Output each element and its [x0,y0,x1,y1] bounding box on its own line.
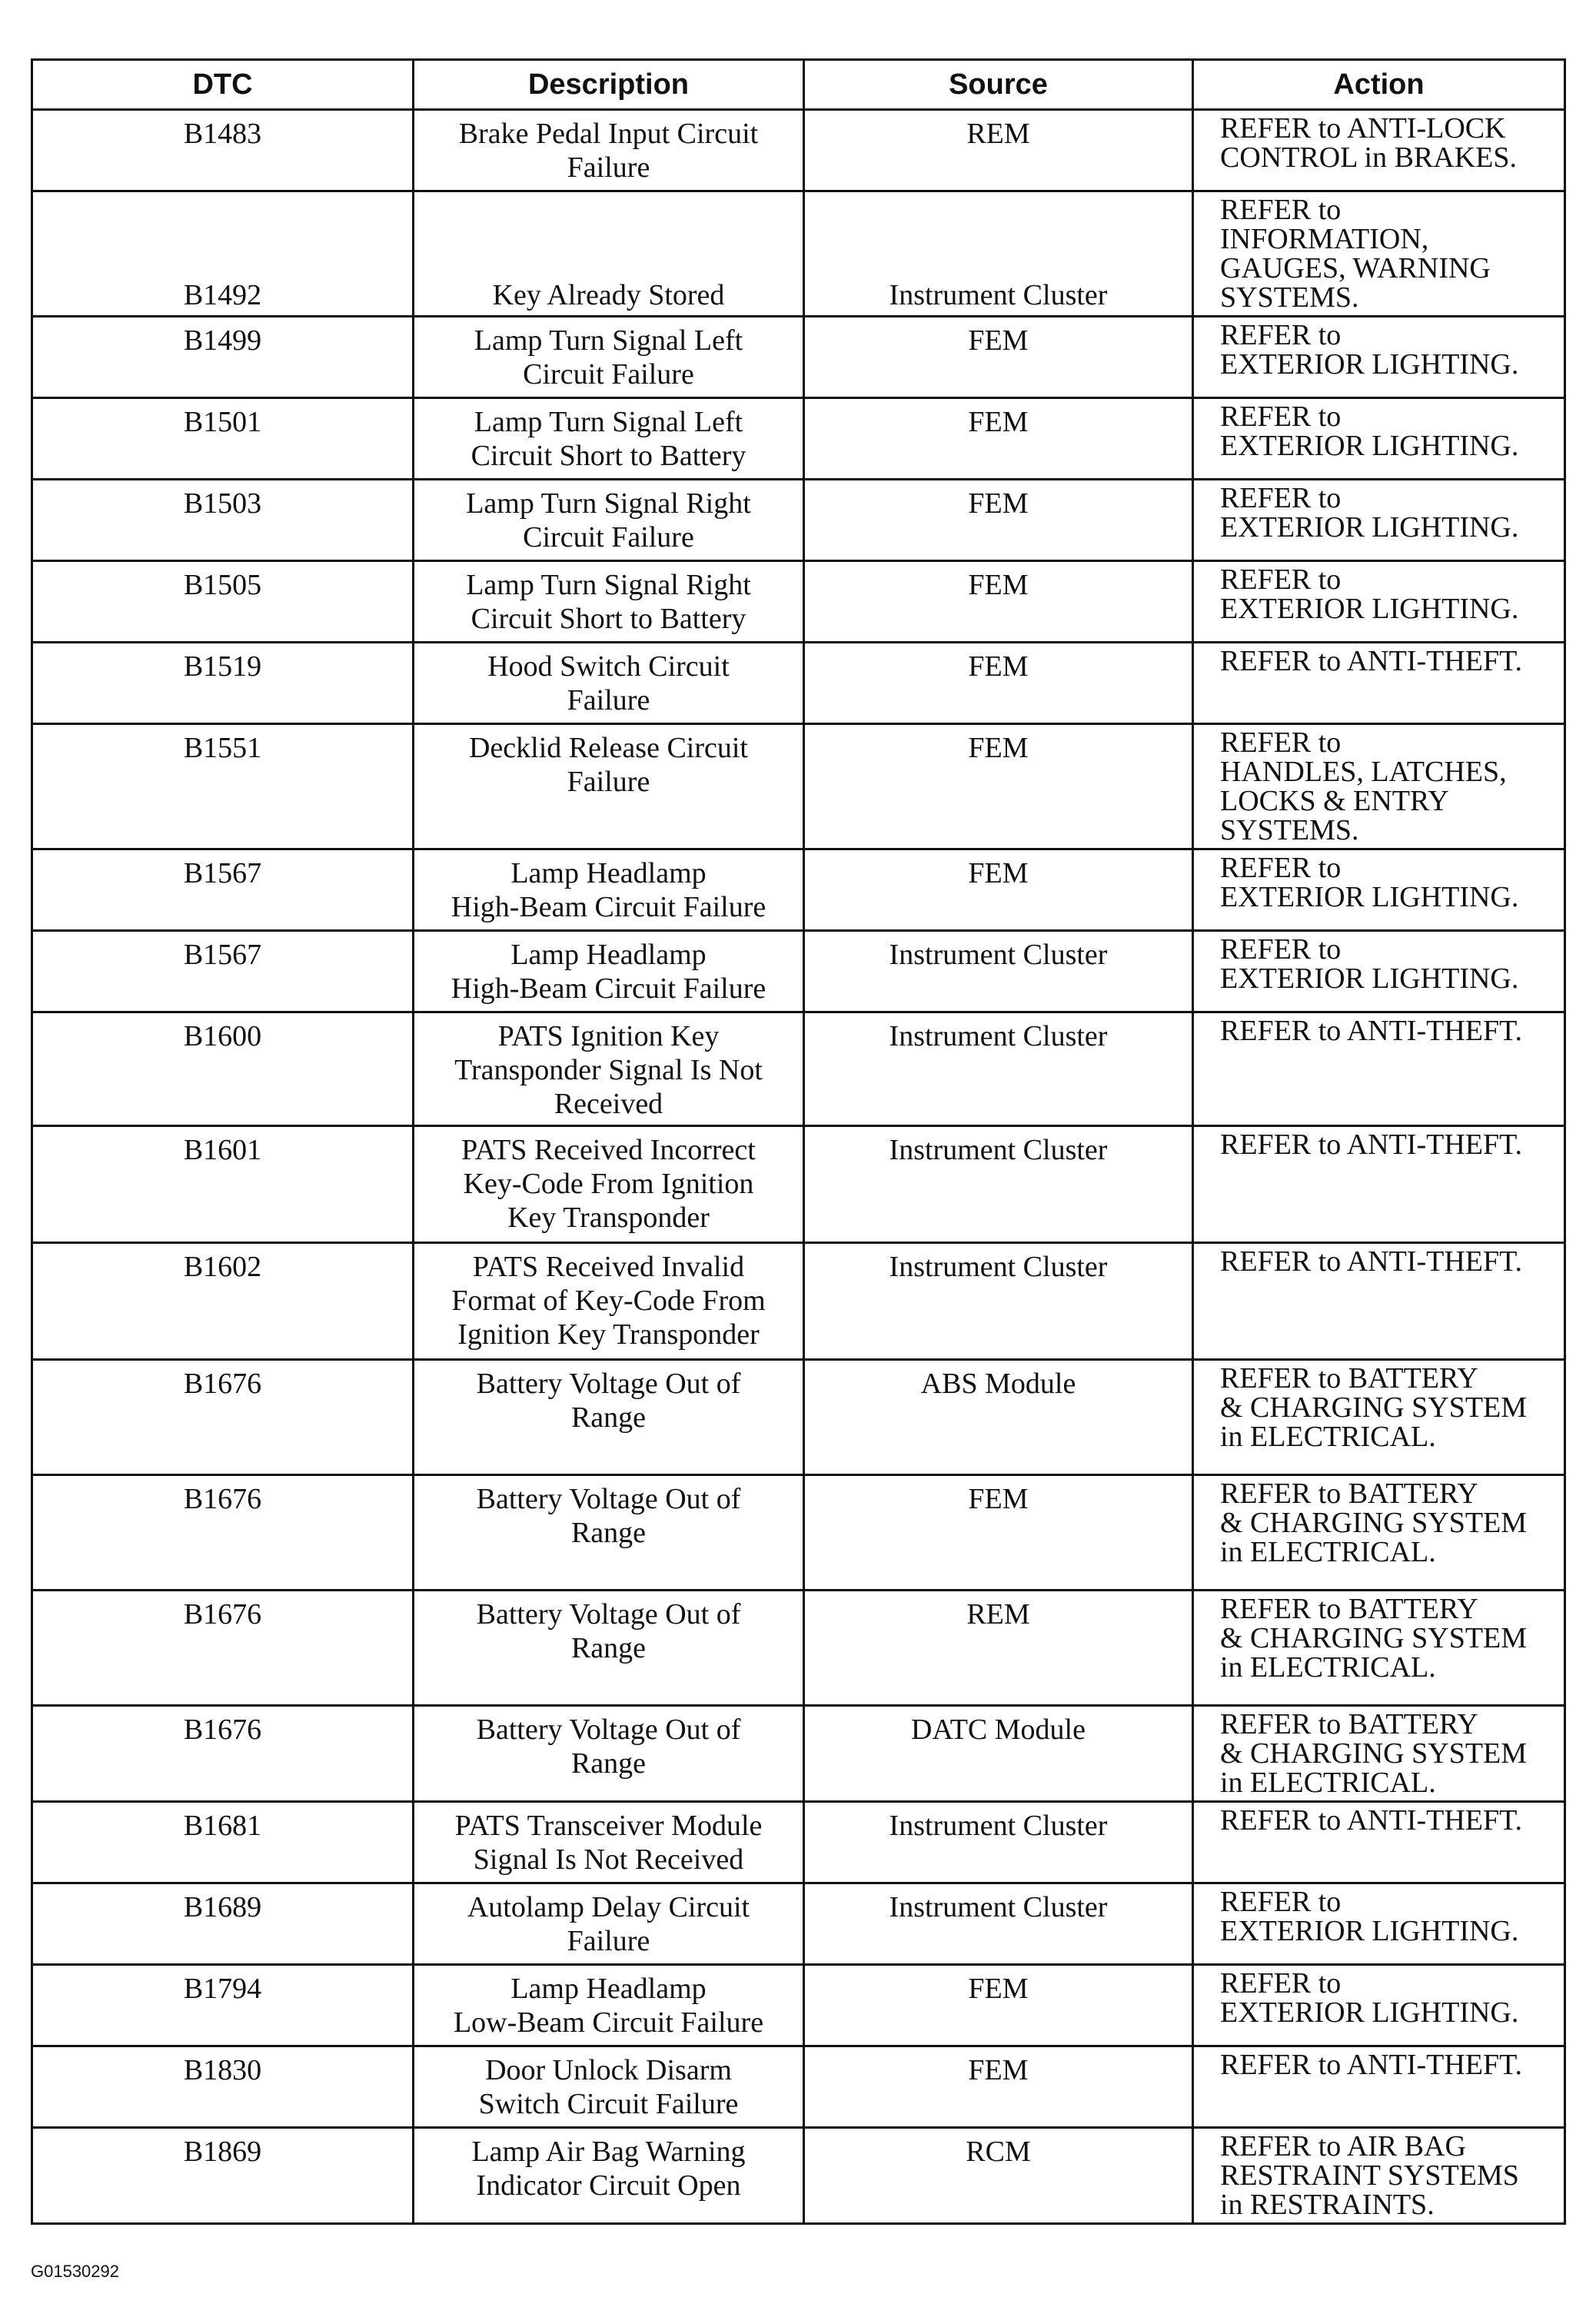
table-row [32,1706,1565,1802]
table-body [32,110,1565,2224]
description-cell [414,2128,804,2224]
dtc-cell: B1503 [32,480,414,561]
description-cell [414,1012,804,1126]
action-line: REFER to [1220,1886,1342,1918]
table-row [32,931,1565,1012]
action-line: REFER to [1220,1967,1342,2000]
description-cell [414,1360,804,1475]
action-line: SYSTEMS. [1220,281,1359,314]
table-row [32,849,1565,931]
action-line: in ELECTRICAL. [1220,1536,1436,1568]
description-cell [414,1591,804,1706]
description-cell [414,1883,804,1965]
dtc-cell: B1551 [32,724,414,849]
action-line: REFER to [1220,482,1342,514]
action-line: REFER to ANTI-THEFT. [1220,1015,1523,1047]
action-line: in RESTRAINTS. [1220,2189,1435,2221]
description-line: Signal Is Not Received [473,1843,744,1876]
description-line: Door Unlock Disarm [485,2054,732,2086]
source-cell: REM [804,1591,1193,1706]
action-cell [1193,643,1565,724]
description-cell [414,931,804,1012]
description-line: Indicator Circuit Open [476,2169,741,2202]
description-line: Failure [567,1925,650,1957]
action-line: INFORMATION, [1220,223,1429,255]
description-line: Failure [567,151,650,184]
source-cell: FEM [804,849,1193,931]
action-cell [1193,1012,1565,1126]
description-line: Transponder Signal Is Not [454,1054,763,1086]
action-line: & CHARGING SYSTEM [1220,1737,1528,1770]
action-cell [1193,398,1565,480]
description-cell [414,1706,804,1802]
description-cell [414,317,804,398]
action-line: GAUGES, WARNING [1220,252,1491,284]
action-line: RESTRAINT SYSTEMS [1220,2159,1519,2192]
action-cell [1193,931,1565,1012]
description-line: Range [570,1632,647,1664]
source-cell: DATC Module [804,1706,1193,1802]
description-cell [414,1802,804,1883]
dtc-cell: B1483 [32,110,414,191]
action-cell [1193,2128,1565,2224]
source-cell: FEM [804,643,1193,724]
description-cell [414,1475,804,1591]
header-description: Description [414,60,804,110]
source-cell: ABS Module [804,1360,1193,1475]
header-source: Source [804,60,1193,110]
table-row [32,1883,1565,1965]
table-row [32,1591,1565,1706]
description-line: Range [570,1747,647,1780]
action-line: & CHARGING SYSTEM [1220,1622,1528,1654]
source-cell: FEM [804,561,1193,643]
action-cell [1193,1243,1565,1360]
action-line: LOCKS & ENTRY [1220,785,1449,817]
dtc-cell: B1676 [32,1706,414,1802]
dtc-cell: B1676 [32,1475,414,1591]
action-line: EXTERIOR LIGHTING. [1220,1996,1519,2029]
table-row [32,1475,1565,1591]
action-line: EXTERIOR LIGHTING. [1220,430,1519,462]
dtc-cell: B1602 [32,1243,414,1360]
action-line: REFER to [1220,401,1342,433]
action-line: EXTERIOR LIGHTING. [1220,881,1519,913]
description-line: Decklid Release Circuit [469,732,748,764]
description-cell [414,1126,804,1243]
action-line: REFER to BATTERY [1220,1593,1478,1625]
description-line: Ignition Key Transponder [457,1318,760,1351]
description-cell [414,480,804,561]
source-cell: REM [804,110,1193,191]
table-row [32,317,1565,398]
action-cell [1193,480,1565,561]
description-line: Lamp Headlamp [510,857,707,889]
dtc-cell: B1601 [32,1126,414,1243]
description-line: Lamp Turn Signal Right [466,569,751,601]
description-cell [414,1243,804,1360]
dtc-cell: B1567 [32,849,414,931]
description-line: Lamp Headlamp [510,1973,707,2005]
description-cell [414,398,804,480]
action-cell [1193,849,1565,931]
action-line: REFER to ANTI-THEFT. [1220,1804,1523,1837]
description-line: Brake Pedal Input Circuit [458,118,759,150]
action-line: REFER to [1220,319,1342,351]
action-line: REFER to ANTI-THEFT. [1220,1245,1523,1278]
description-line: Battery Voltage Out of [476,1368,741,1400]
figure-id: G01530292 [31,2262,119,2281]
dtc-cell: B1600 [32,1012,414,1126]
source-cell: Instrument Cluster [804,1126,1193,1243]
dtc-cell: B1492 [32,191,414,317]
description-cell [414,2046,804,2128]
description-cell [414,110,804,191]
description-line: High-Beam Circuit Failure [451,972,766,1005]
dtc-cell: B1689 [32,1883,414,1965]
description-line: Lamp Turn Signal Right [466,487,751,520]
description-line: Range [570,1401,647,1434]
description-line: Lamp Air Bag Warning [471,2136,746,2168]
dtc-cell: B1681 [32,1802,414,1883]
action-line: in ELECTRICAL. [1220,1767,1436,1799]
description-line: Circuit Failure [523,358,694,391]
description-cell [414,724,804,849]
source-cell: FEM [804,1475,1193,1591]
description-line: High-Beam Circuit Failure [451,891,766,923]
action-line: REFER to BATTERY [1220,1362,1478,1395]
action-line: EXTERIOR LIGHTING. [1220,1915,1519,1947]
action-line: SYSTEMS. [1220,814,1359,846]
action-line: REFER to [1220,194,1342,226]
description-line: Key Already Stored [492,279,725,311]
action-line: REFER to BATTERY [1220,1478,1478,1510]
action-line: REFER to ANTI-THEFT. [1220,645,1523,677]
action-line: REFER to [1220,933,1342,966]
action-cell [1193,1591,1565,1706]
action-line: & CHARGING SYSTEM [1220,1507,1528,1539]
action-line: EXTERIOR LIGHTING. [1220,962,1519,995]
description-line: Key-Code From Ignition [463,1168,754,1200]
description-line: PATS Ignition Key [497,1020,720,1052]
dtc-cell: B1830 [32,2046,414,2128]
action-line: REFER to BATTERY [1220,1708,1478,1740]
dtc-cell: B1519 [32,643,414,724]
description-line: Key Transponder [507,1202,710,1234]
header-dtc: DTC [32,60,414,110]
dtc-table [31,58,1566,2225]
table-row [32,561,1565,643]
table-header-row [32,60,1565,110]
action-cell [1193,1965,1565,2046]
header-action: Action [1193,60,1565,110]
source-cell: Instrument Cluster [804,931,1193,1012]
description-line: Battery Voltage Out of [476,1598,741,1631]
table-row [32,2046,1565,2128]
action-line: EXTERIOR LIGHTING. [1220,593,1519,625]
table-row [32,1360,1565,1475]
description-cell [414,561,804,643]
table-row [32,1126,1565,1243]
description-line: Switch Circuit Failure [478,2088,739,2120]
dtc-cell: B1501 [32,398,414,480]
action-line: in ELECTRICAL. [1220,1421,1436,1453]
description-line: Circuit Failure [523,521,694,553]
table-row [32,2128,1565,2224]
description-line: Low-Beam Circuit Failure [453,2006,764,2039]
description-cell [414,191,804,317]
table-row [32,398,1565,480]
dtc-cell: B1676 [32,1360,414,1475]
action-cell [1193,1883,1565,1965]
description-line: Autolamp Delay Circuit [467,1891,750,1923]
action-cell [1193,1360,1565,1475]
description-line: Hood Switch Circuit [487,650,730,683]
dtc-cell: B1567 [32,931,414,1012]
action-line: REFER to ANTI-THEFT. [1220,1129,1523,1161]
action-line: REFER to AIR BAG [1220,2130,1466,2162]
action-cell [1193,724,1565,849]
description-cell [414,849,804,931]
description-line: Circuit Short to Battery [470,440,746,472]
action-line: REFER to [1220,726,1342,759]
description-line: Lamp Turn Signal Left [474,406,743,438]
source-cell: FEM [804,1965,1193,2046]
source-cell: Instrument Cluster [804,1802,1193,1883]
table-row [32,480,1565,561]
description-line: Battery Voltage Out of [476,1714,741,1746]
description-line: Failure [567,684,650,716]
action-line: REFER to [1220,563,1342,596]
dtc-cell: B1499 [32,317,414,398]
action-cell [1193,1475,1565,1591]
description-line: PATS Received Incorrect [461,1134,756,1166]
description-line: Failure [567,766,650,798]
action-line: & CHARGING SYSTEM [1220,1391,1528,1424]
description-line: Received [554,1088,663,1120]
description-line: Range [570,1517,647,1549]
dtc-cell: B1794 [32,1965,414,2046]
action-cell [1193,561,1565,643]
description-line: Lamp Headlamp [510,939,707,971]
description-line: Circuit Short to Battery [470,603,746,635]
action-line: in ELECTRICAL. [1220,1651,1436,1684]
source-cell: Instrument Cluster [804,191,1193,317]
action-cell [1193,110,1565,191]
description-line: Battery Voltage Out of [476,1483,741,1515]
dtc-cell: B1505 [32,561,414,643]
description-line: Format of Key-Code From [451,1285,766,1317]
table-row [32,1243,1565,1360]
action-cell [1193,1802,1565,1883]
action-cell [1193,317,1565,398]
source-cell: FEM [804,480,1193,561]
source-cell: FEM [804,317,1193,398]
dtc-cell: B1869 [32,2128,414,2224]
action-line: REFER to ANTI-THEFT. [1220,2049,1523,2081]
action-cell [1193,1706,1565,1802]
source-cell: FEM [804,398,1193,480]
action-cell [1193,2046,1565,2128]
source-cell: Instrument Cluster [804,1883,1193,1965]
table-row [32,643,1565,724]
action-line: HANDLES, LATCHES, [1220,756,1507,788]
table-row [32,191,1565,317]
action-line: REFER to [1220,852,1342,884]
description-line: PATS Received Invalid [472,1251,745,1283]
table-row [32,1802,1565,1883]
table-row [32,1965,1565,2046]
source-cell: FEM [804,724,1193,849]
table-row [32,1012,1565,1126]
description-line: Lamp Turn Signal Left [474,324,743,357]
action-cell [1193,191,1565,317]
dtc-cell: B1676 [32,1591,414,1706]
description-cell [414,1965,804,2046]
description-line: PATS Transceiver Module [454,1810,763,1842]
source-cell: Instrument Cluster [804,1012,1193,1126]
action-line: CONTROL in BRAKES. [1220,141,1518,174]
table-row [32,724,1565,849]
action-line: EXTERIOR LIGHTING. [1220,511,1519,544]
table-row [32,110,1565,191]
action-cell [1193,1126,1565,1243]
source-cell: Instrument Cluster [804,1243,1193,1360]
action-line: REFER to ANTI-LOCK [1220,112,1506,145]
source-cell: FEM [804,2046,1193,2128]
source-cell: RCM [804,2128,1193,2224]
description-cell [414,643,804,724]
action-line: EXTERIOR LIGHTING. [1220,348,1519,381]
